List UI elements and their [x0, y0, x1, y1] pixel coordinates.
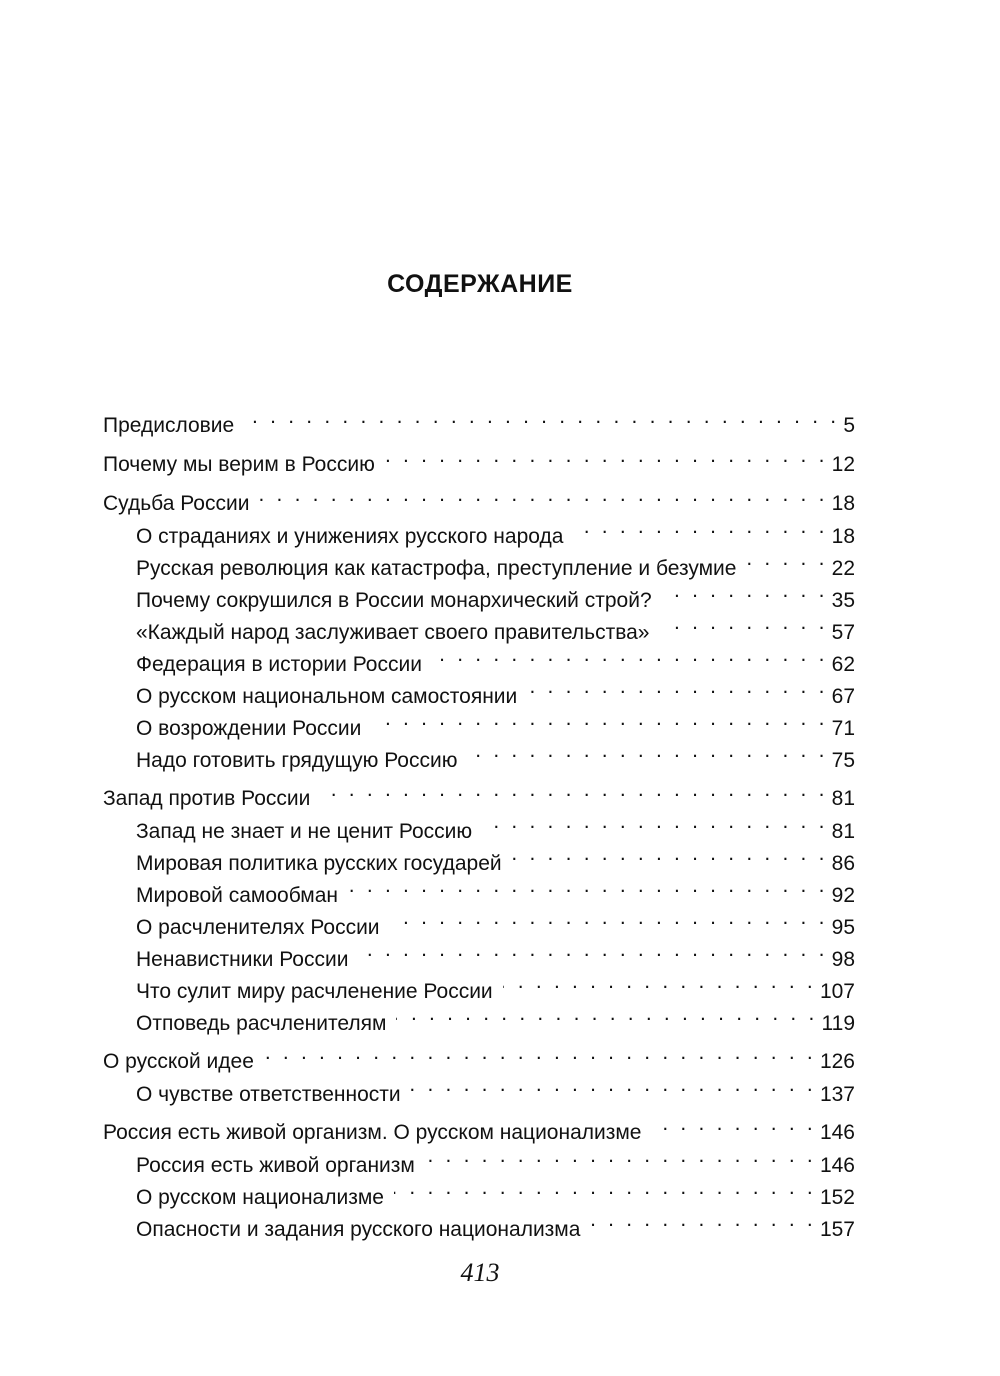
toc-entry-title: О возрождении России: [136, 717, 362, 740]
toc-entry-page: 95: [831, 916, 855, 939]
toc-entry-page: 57: [831, 621, 855, 644]
toc-section: [103, 1036, 855, 1073]
toc-entry-page: 62: [831, 653, 855, 676]
toc-entry-title: Запад не знает и не ценит Россию: [136, 820, 473, 843]
toc-entry-title: Почему сокрушился в России монархический строй?: [136, 589, 652, 612]
toc-entry-title: Россия есть живой организм. О русском национализме: [103, 1121, 642, 1144]
toc-dot-leader: [320, 773, 827, 805]
toc-entry-title: Предисловие: [103, 414, 235, 437]
toc-dot-leader: [411, 1069, 816, 1101]
toc-entry-title: Почему мы верим в Россию: [103, 453, 375, 476]
toc-entry-title: Отповедь расчленителям: [136, 1012, 387, 1035]
toc-dot-leader: [662, 575, 828, 607]
toc-dot-leader: [651, 1107, 815, 1139]
toc-dot-leader: [503, 966, 816, 998]
toc-section: [103, 1107, 855, 1144]
toc-entry-page: 92: [831, 884, 855, 907]
toc-dot-leader: [467, 735, 827, 767]
toc-entry-title: «Каждый народ заслуживает своего правительства»: [136, 621, 650, 644]
toc-entry-page: 71: [831, 717, 855, 740]
toc-entry-page: 67: [831, 685, 855, 708]
toc-entry-page: 35: [831, 589, 855, 612]
toc-entry-title: О русском национализме: [136, 1186, 384, 1209]
toc-entry-title: Надо готовить грядущую Россию: [136, 749, 458, 772]
toc-entry-page: 137: [819, 1083, 855, 1106]
toc-entry-title: О расчленителях России: [136, 916, 380, 939]
toc-entry-page: 86: [831, 852, 855, 875]
toc-entry-page: 152: [819, 1186, 855, 1209]
toc-dot-leader: [371, 703, 827, 735]
toc-section: [103, 400, 855, 437]
toc-entry-title: Опасности и задания русского национализма: [136, 1218, 581, 1241]
toc-entry-page: 75: [831, 749, 855, 772]
toc-dot-leader: [482, 806, 828, 838]
toc-entry-title: Что сулит миру расчленение России: [136, 980, 493, 1003]
toc-entry-page: 126: [819, 1050, 855, 1073]
page-number: 413: [460, 1258, 500, 1287]
toc-entry-page: 81: [831, 787, 855, 810]
toc-dot-leader: [244, 400, 839, 432]
toc-dot-leader: [573, 511, 827, 543]
toc-dot-leader: [259, 478, 827, 510]
toc-dot-leader: [348, 870, 828, 902]
toc-entry-page: 98: [831, 948, 855, 971]
toc-dot-leader: [512, 838, 828, 870]
toc-section: [103, 478, 855, 515]
toc-dot-leader: [425, 1140, 816, 1172]
toc-entry-page: 157: [819, 1218, 855, 1241]
toc-entry-title: Мировая политика русских государей: [136, 852, 502, 875]
toc-entry-title: Мировой самообман: [136, 884, 339, 907]
toc-dot-leader: [385, 439, 828, 471]
toc-section: [103, 773, 855, 810]
toc-dot-leader: [390, 902, 828, 934]
page-title: СОДЕРЖАНИЕ: [387, 270, 573, 298]
toc-dot-leader: [746, 543, 827, 575]
toc-entry-page: 146: [819, 1154, 855, 1177]
toc-entry-title: О русском национальном самостоянии: [136, 685, 518, 708]
toc-entry-page: 12: [831, 453, 855, 476]
toc-entry-page: 81: [831, 820, 855, 843]
toc-entry-page: 146: [819, 1121, 855, 1144]
toc-dot-leader: [527, 671, 827, 703]
toc-entry-title: О страданиях и унижениях русского народа: [136, 525, 564, 548]
toc-dot-leader: [590, 1204, 816, 1236]
toc-entry-page: 22: [831, 557, 855, 580]
toc-dot-leader: [432, 639, 828, 671]
toc-dot-leader: [394, 1172, 816, 1204]
toc-entry-page: 18: [831, 492, 855, 515]
toc-entry-title: О чувстве ответственности: [136, 1083, 401, 1106]
toc-entry-title: Ненавистники России: [136, 948, 349, 971]
toc-entry-title: Федерация в истории России: [136, 653, 422, 676]
toc-entry-title: Русская революция как катастрофа, преступление и безумие: [136, 557, 737, 580]
toc-entry-title: О русской идее: [103, 1050, 254, 1073]
toc-dot-leader: [264, 1036, 816, 1068]
toc-entry-page: 5: [843, 414, 855, 437]
table-of-contents: [103, 400, 855, 1241]
toc-entry-page: 18: [831, 525, 855, 548]
toc-entry-page: 107: [819, 980, 855, 1003]
toc-entry-title: Россия есть живой организм: [136, 1154, 415, 1177]
toc-dot-leader: [660, 607, 828, 639]
toc-dot-leader: [358, 934, 827, 966]
toc-entry-page: 119: [821, 1012, 855, 1035]
toc-dot-leader: [396, 998, 817, 1030]
toc-entry-title: Запад против России: [103, 787, 311, 810]
toc-entry-title: Судьба России: [103, 492, 250, 515]
toc-section: [103, 439, 855, 476]
